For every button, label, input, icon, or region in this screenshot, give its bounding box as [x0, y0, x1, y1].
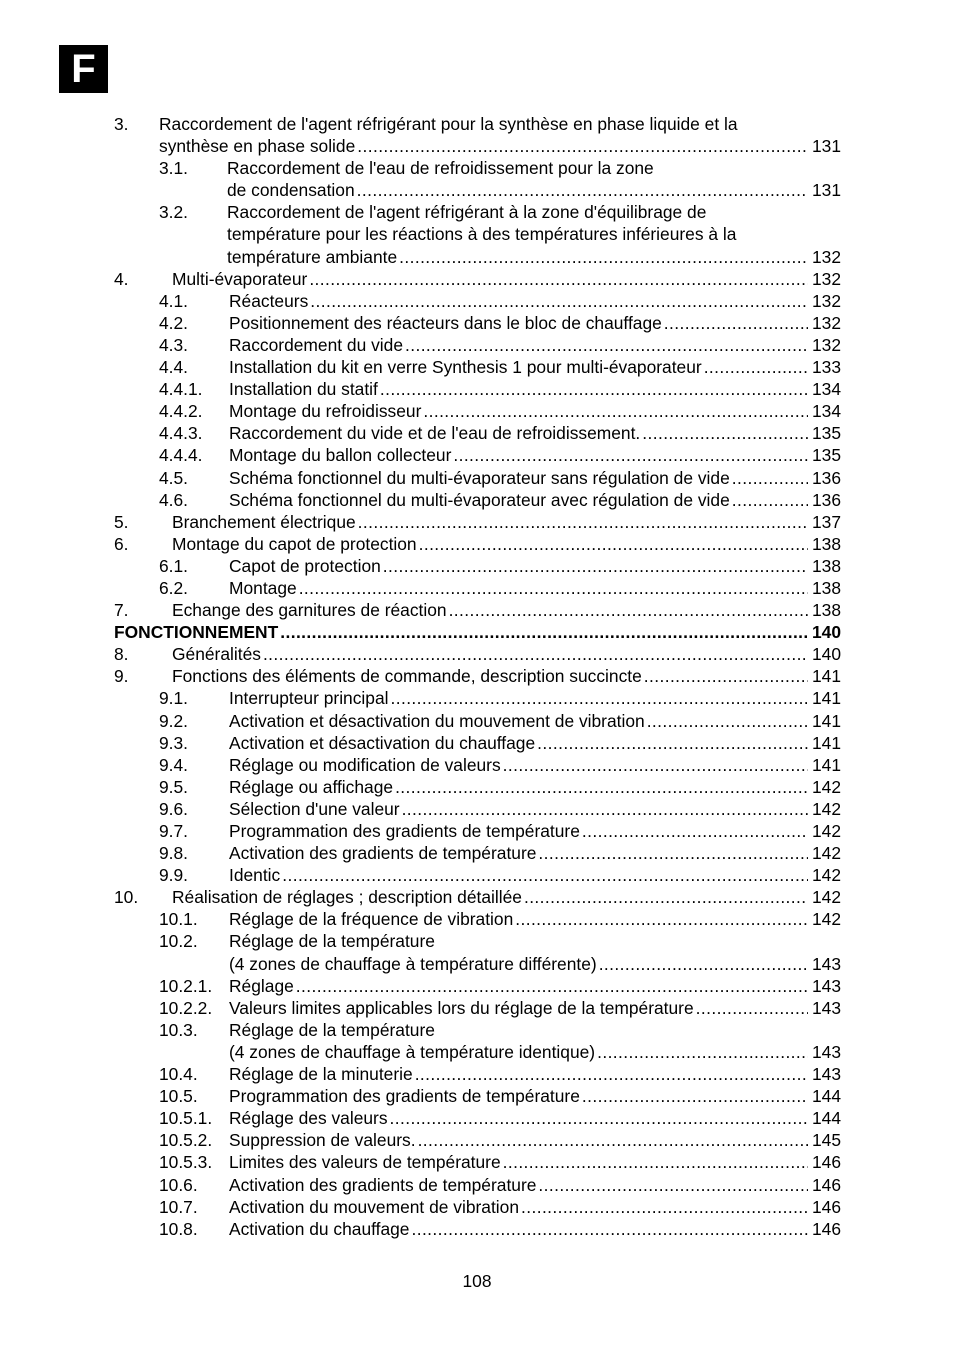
- toc-entry-title: Echange des garnitures de réaction: [172, 600, 447, 621]
- toc-entry-number: 10.5.3.: [159, 1152, 213, 1173]
- toc-entry: [114, 1019, 841, 1041]
- toc-dot-leader: [357, 179, 808, 201]
- toc-entry: [114, 710, 841, 732]
- toc-entry-title: Généralités: [172, 644, 261, 665]
- toc-entry-number: 9.9.: [159, 865, 189, 886]
- toc-entry-page: 132: [811, 246, 841, 267]
- toc-dot-leader: [299, 577, 808, 599]
- table-of-contents: [114, 113, 841, 1240]
- toc-entry-number: 4.3.: [159, 334, 189, 355]
- toc-entry-title: Activation des gradients de température: [229, 1174, 537, 1195]
- toc-entry: [114, 754, 841, 776]
- toc-entry-number: 10.2.: [159, 931, 198, 952]
- toc-entry-title: FONCTIONNEMENT: [114, 622, 279, 643]
- toc-entry-page: 146: [811, 1174, 841, 1195]
- toc-entry: [114, 864, 841, 886]
- toc-entry-title: température pour les réactions à des températures inférieures à la: [227, 224, 737, 245]
- toc-entry-title: Réglage de la fréquence de vibration: [229, 909, 514, 930]
- toc-entry: [114, 555, 841, 577]
- toc-entry-number: 10.5.1.: [159, 1108, 213, 1129]
- toc-entry-page: 132: [811, 312, 841, 333]
- toc-entry-title: Programmation des gradients de température: [229, 1086, 580, 1107]
- toc-entry: [114, 732, 841, 754]
- toc-entry: [114, 643, 841, 665]
- toc-entry: [114, 378, 841, 400]
- toc-entry: [114, 1107, 841, 1129]
- toc-entry-title: Montage du capot de protection: [172, 533, 417, 554]
- toc-entry: [114, 290, 841, 312]
- toc-entry-title: Raccordement de l'agent réfrigérant pour la synthèse en phase liquide et la: [159, 114, 738, 134]
- toc-entry-page: 132: [811, 334, 841, 355]
- toc-dot-leader: [582, 820, 808, 842]
- toc-entry-page: 142: [811, 887, 841, 908]
- toc-dot-leader: [521, 1196, 808, 1218]
- toc-entry-number: 9.8.: [159, 843, 189, 864]
- toc-entry-page: 140: [811, 644, 841, 665]
- toc-entry-title: Montage du ballon collecteur: [229, 445, 452, 466]
- toc-entry-title: Suppression de valeurs.: [229, 1130, 416, 1151]
- toc-dot-leader: [642, 422, 808, 444]
- toc-entry-number: 6.2.: [159, 577, 189, 598]
- toc-entry-page: 140: [811, 622, 841, 643]
- toc-entry-number: 10.3.: [159, 1019, 198, 1040]
- toc-entry: [114, 1041, 841, 1063]
- toc-entry: [114, 356, 841, 378]
- toc-entry-number: 10.4.: [159, 1064, 198, 1085]
- toc-entry-page: 141: [811, 666, 841, 687]
- toc-entry-page: 144: [811, 1108, 841, 1129]
- toc-entry-page: 132: [811, 268, 841, 289]
- toc-entry-title: Réacteurs: [229, 290, 309, 311]
- toc-entry-title: température ambiante: [227, 246, 398, 267]
- toc-dot-leader: [395, 776, 808, 798]
- toc-entry-title: (4 zones de chauffage à température identique): [229, 1041, 596, 1062]
- toc-entry-page: 138: [811, 555, 841, 576]
- toc-dot-leader: [280, 621, 808, 643]
- toc-dot-leader: [524, 886, 808, 908]
- toc-entry-page: 146: [811, 1152, 841, 1173]
- toc-entry-page: 141: [811, 710, 841, 731]
- toc-entry: [114, 886, 841, 908]
- toc-entry: [114, 444, 841, 466]
- toc-entry: [114, 665, 841, 687]
- toc-entry-page: 142: [811, 843, 841, 864]
- toc-entry-page: 143: [811, 1064, 841, 1085]
- toc-entry-number: 3.: [114, 114, 129, 134]
- toc-entry: [114, 334, 841, 356]
- toc-entry-title: Activation des gradients de température: [229, 843, 537, 864]
- toc-entry-title: Installation du kit en verre Synthesis 1 pour multi-évaporateur: [229, 357, 702, 378]
- toc-entry-number: 4.5.: [159, 467, 189, 488]
- toc-dot-leader: [503, 754, 808, 776]
- toc-entry-title: Schéma fonctionnel du multi-évaporateur avec régulation de vide: [229, 489, 730, 510]
- toc-entry-title: Réglage ou modification de valeurs: [229, 754, 501, 775]
- toc-dot-leader: [537, 732, 808, 754]
- toc-entry: [114, 1218, 841, 1240]
- toc-entry-page: 137: [811, 511, 841, 532]
- toc-entry-number: 4.: [114, 268, 129, 289]
- toc-dot-leader: [310, 290, 808, 312]
- toc-entry-title: Interrupteur principal: [229, 688, 389, 709]
- toc-dot-leader: [515, 908, 808, 930]
- toc-entry-title: Sélection d'une valeur: [229, 798, 400, 819]
- toc-entry-number: 9.: [114, 666, 129, 687]
- toc-entry-number: 9.5.: [159, 776, 189, 797]
- toc-entry-number: 3.1.: [159, 158, 189, 179]
- toc-entry: [114, 113, 841, 135]
- toc-entry-title: Raccordement de l'agent réfrigérant à la zone d'équilibrage de: [227, 202, 707, 223]
- toc-entry: [114, 820, 841, 842]
- toc-dot-leader: [538, 1174, 808, 1196]
- toc-entry: [114, 223, 841, 245]
- toc-entry: [114, 687, 841, 709]
- toc-entry: [114, 930, 841, 952]
- toc-dot-leader: [358, 511, 808, 533]
- toc-entry: [114, 157, 841, 179]
- toc-entry-page: 143: [811, 975, 841, 996]
- toc-dot-leader: [503, 1151, 808, 1173]
- toc-entry: [114, 489, 841, 511]
- toc-entry-title: Réglage de la température: [229, 1019, 435, 1040]
- toc-dot-leader: [357, 135, 808, 157]
- toc-dot-leader: [418, 1129, 808, 1151]
- toc-entry-title: Activation et désactivation du mouvement de vibration: [229, 710, 645, 731]
- toc-dot-leader: [423, 400, 808, 422]
- toc-entry-title: synthèse en phase solide: [159, 136, 356, 157]
- toc-entry-page: 146: [811, 1218, 841, 1239]
- toc-entry-number: 10.5.: [159, 1086, 198, 1107]
- toc-entry-number: 10.8.: [159, 1218, 198, 1239]
- toc-dot-leader: [405, 334, 808, 356]
- toc-dot-leader: [419, 533, 808, 555]
- toc-dot-leader: [383, 555, 808, 577]
- toc-entry-title: Réalisation de réglages ; description détaillée: [172, 887, 522, 908]
- toc-dot-leader: [599, 953, 808, 975]
- toc-entry-number: 4.4.2.: [159, 401, 203, 422]
- toc-entry-number: 9.1.: [159, 688, 189, 709]
- toc-dot-leader: [296, 975, 808, 997]
- toc-entry-number: 10.6.: [159, 1174, 198, 1195]
- toc-entry-page: 144: [811, 1086, 841, 1107]
- toc-dot-leader: [411, 1218, 808, 1240]
- toc-entry-number: 10.2.1.: [159, 975, 213, 996]
- toc-dot-leader: [664, 312, 808, 334]
- toc-entry-title: de condensation: [227, 180, 355, 201]
- toc-entry-page: 142: [811, 798, 841, 819]
- toc-entry-title: Capot de protection: [229, 555, 381, 576]
- toc-entry-title: Schéma fonctionnel du multi-évaporateur sans régulation de vide: [229, 467, 730, 488]
- toc-dot-leader: [696, 997, 808, 1019]
- toc-entry-page: 142: [811, 776, 841, 797]
- toc-entry-title: Branchement électrique: [172, 511, 356, 532]
- toc-entry-title: Réglage des valeurs: [229, 1108, 388, 1129]
- toc-dot-leader: [597, 1041, 808, 1063]
- toc-entry-number: 4.6.: [159, 489, 189, 510]
- toc-entry: [114, 533, 841, 555]
- toc-entry-number: 6.1.: [159, 555, 189, 576]
- toc-entry: [114, 798, 841, 820]
- toc-dot-leader: [732, 467, 808, 489]
- toc-entry-page: 142: [811, 909, 841, 930]
- toc-entry-page: 138: [811, 577, 841, 598]
- toc-entry-page: 138: [811, 533, 841, 554]
- toc-dot-leader: [309, 268, 808, 290]
- toc-entry: [114, 268, 841, 290]
- toc-dot-leader: [644, 665, 808, 687]
- toc-entry-title: Réglage de la minuterie: [229, 1064, 413, 1085]
- toc-entry-page: 143: [811, 1041, 841, 1062]
- toc-entry-number: 4.1.: [159, 290, 189, 311]
- toc-entry-number: 4.4.: [159, 357, 189, 378]
- toc-entry-title: Identic: [229, 865, 281, 886]
- toc-entry-page: 136: [811, 489, 841, 510]
- toc-entry-title: Activation et désactivation du chauffage: [229, 732, 536, 753]
- toc-dot-leader: [415, 1063, 808, 1085]
- toc-entry-number: 10.7.: [159, 1196, 198, 1217]
- toc-entry-page: 145: [811, 1130, 841, 1151]
- toc-dot-leader: [704, 356, 808, 378]
- toc-entry-page: 142: [811, 865, 841, 886]
- toc-entry-title: Installation du statif: [229, 379, 378, 400]
- toc-dot-leader: [449, 599, 808, 621]
- toc-entry-page: 141: [811, 732, 841, 753]
- toc-entry: [114, 997, 841, 1019]
- language-tab: F: [59, 45, 108, 93]
- toc-entry-number: 9.3.: [159, 732, 189, 753]
- toc-dot-leader: [538, 842, 808, 864]
- toc-entry-page: 142: [811, 821, 841, 841]
- toc-entry-title: Montage: [229, 577, 297, 598]
- toc-entry-number: 4.2.: [159, 312, 189, 333]
- toc-entry: [114, 1196, 841, 1218]
- toc-entry: [114, 246, 841, 268]
- toc-dot-leader: [380, 378, 808, 400]
- toc-entry: [114, 400, 841, 422]
- toc-entry: [114, 975, 841, 997]
- toc-entry: [114, 953, 841, 975]
- toc-entry-page: 141: [811, 754, 841, 775]
- toc-entry-title: Activation du chauffage: [229, 1218, 410, 1239]
- toc-entry: [114, 1129, 841, 1151]
- toc-dot-leader: [399, 246, 808, 268]
- toc-entry: [114, 908, 841, 930]
- toc-entry: [114, 511, 841, 533]
- toc-entry-number: 7.: [114, 600, 129, 621]
- toc-entry-page: 143: [811, 997, 841, 1018]
- toc-entry-page: 136: [811, 467, 841, 488]
- toc-entry-page: 134: [811, 379, 841, 400]
- toc-entry: [114, 135, 841, 157]
- toc-entry-title: Valeurs limites applicables lors du réglage de la température: [229, 997, 694, 1018]
- toc-entry-page: 141: [811, 688, 841, 709]
- toc-entry-title: Activation du mouvement de vibration: [229, 1196, 520, 1217]
- toc-entry: [114, 1151, 841, 1173]
- toc-entry-title: Raccordement du vide et de l'eau de refroidissement.: [229, 423, 641, 444]
- toc-entry-page: 143: [811, 953, 841, 974]
- toc-entry-page: 138: [811, 600, 841, 621]
- toc-entry-page: 146: [811, 1196, 841, 1217]
- toc-entry: [114, 201, 841, 223]
- toc-entry: [114, 422, 841, 444]
- toc-entry-title: Fonctions des éléments de commande, description succincte: [172, 666, 642, 687]
- toc-entry-title: Réglage: [229, 975, 294, 996]
- toc-entry: [114, 179, 841, 201]
- toc-entry-number: 10.2.2.: [159, 997, 213, 1018]
- toc-entry: [114, 1085, 841, 1107]
- toc-entry: [114, 577, 841, 599]
- toc-entry-number: 4.4.4.: [159, 445, 203, 466]
- toc-entry-number: 9.4.: [159, 754, 189, 775]
- toc-entry-number: 9.2.: [159, 710, 189, 731]
- toc-entry: [114, 842, 841, 864]
- toc-entry-title: Montage du refroidisseur: [229, 401, 422, 422]
- toc-entry-page: 135: [811, 445, 841, 466]
- toc-entry: [114, 467, 841, 489]
- toc-entry-page: 135: [811, 423, 841, 444]
- toc-entry-number: 4.4.1.: [159, 379, 203, 400]
- toc-entry-number: 4.4.3.: [159, 423, 203, 444]
- toc-entry-number: 9.7.: [159, 821, 189, 841]
- toc-dot-leader: [647, 710, 808, 732]
- toc-dot-leader: [582, 1085, 808, 1107]
- toc-entry-title: Réglage ou affichage: [229, 776, 394, 797]
- toc-entry-page: 131: [811, 180, 841, 201]
- toc-dot-leader: [390, 1107, 808, 1129]
- toc-entry-number: 9.6.: [159, 798, 189, 819]
- toc-entry-page: 133: [811, 357, 841, 378]
- toc-entry-title: Programmation des gradients de température: [229, 821, 580, 841]
- toc-entry-page: 131: [811, 136, 841, 157]
- toc-entry-number: 5.: [114, 511, 129, 532]
- toc-dot-leader: [732, 489, 808, 511]
- toc-entry-page: 134: [811, 401, 841, 422]
- toc-entry-number: 6.: [114, 533, 129, 554]
- toc-entry: [114, 621, 841, 643]
- toc-entry-title: Limites des valeurs de température: [229, 1152, 501, 1173]
- toc-entry-number: 10.5.2.: [159, 1130, 213, 1151]
- toc-entry-title: Raccordement de l'eau de refroidissement pour la zone: [227, 158, 654, 179]
- toc-entry-number: 8.: [114, 644, 129, 665]
- toc-entry-number: 3.2.: [159, 202, 189, 223]
- toc-entry-page: 132: [811, 290, 841, 311]
- toc-entry-title: Raccordement du vide: [229, 334, 403, 355]
- toc-entry: [114, 1063, 841, 1085]
- toc-dot-leader: [263, 643, 808, 665]
- toc-entry: [114, 1174, 841, 1196]
- toc-entry-number: 10.1.: [159, 909, 198, 930]
- toc-entry-title: Multi-évaporateur: [172, 268, 308, 289]
- toc-entry-title: (4 zones de chauffage à température différente): [229, 953, 597, 974]
- toc-entry-number: 10.: [114, 887, 139, 908]
- toc-entry: [114, 776, 841, 798]
- toc-entry: [114, 312, 841, 334]
- toc-entry-title: Réglage de la température: [229, 931, 435, 952]
- page-number: 108: [462, 1271, 492, 1291]
- toc-dot-leader: [391, 687, 808, 709]
- toc-dot-leader: [282, 864, 808, 886]
- toc-dot-leader: [453, 444, 808, 466]
- toc-dot-leader: [402, 798, 808, 820]
- toc-entry: [114, 599, 841, 621]
- toc-entry-title: Positionnement des réacteurs dans le bloc de chauffage: [229, 312, 662, 333]
